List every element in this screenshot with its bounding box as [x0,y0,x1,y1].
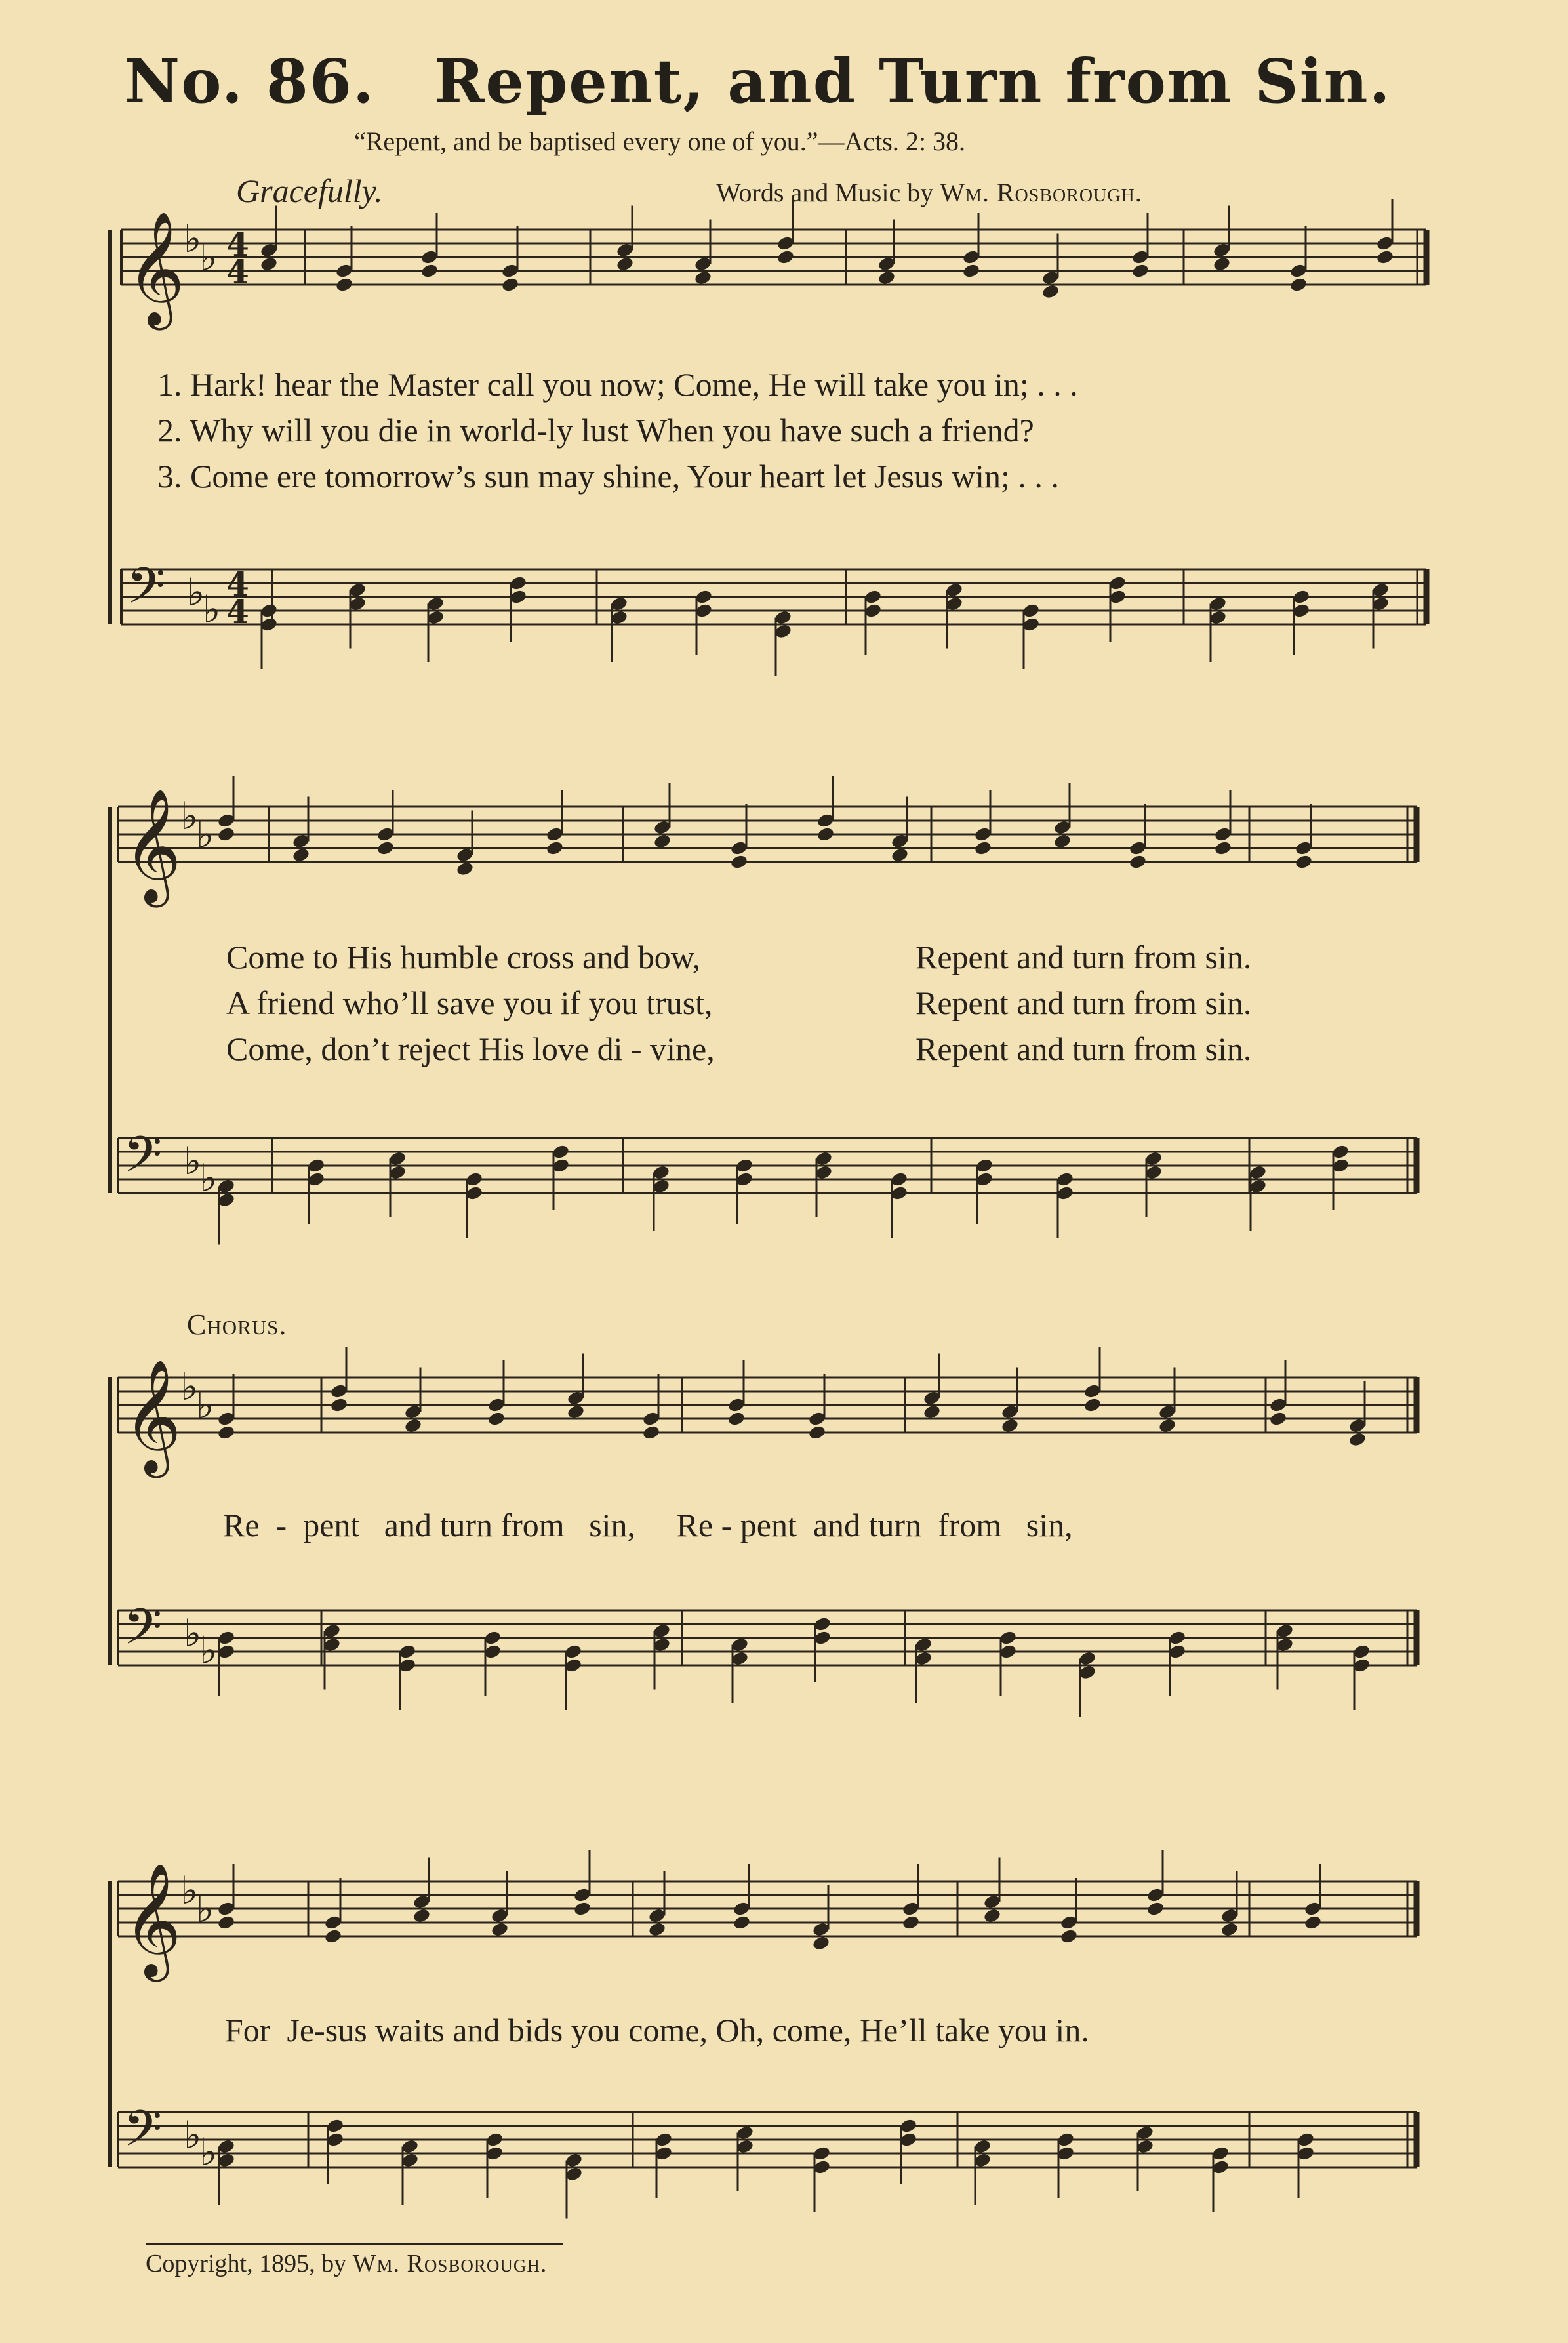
note-head [376,840,395,857]
time-signature-digit: 4 [226,565,249,603]
flat-sign-icon: ♭ [184,1611,202,1656]
note-head [487,1411,506,1427]
note-head [1131,263,1150,279]
flat-sign-icon: ♭ [199,235,218,279]
flat-sign-icon: ♭ [199,1628,218,1673]
time-signature-digit: 4 [226,592,249,631]
flat-sign-icon: ♭ [196,1383,214,1427]
flat-sign-icon: ♭ [180,1364,199,1409]
verse-3-line-b: Come, don’t reject His love di - vine, [226,1030,715,1067]
bass-clef-icon: 𝄢 [127,557,166,627]
note-head [808,1425,827,1441]
note-head [491,1921,510,1938]
verse-2-refrain: Repent and turn from sin. [915,985,1252,1021]
verse-1-line-b: Come to His humble cross and bow, [226,939,701,975]
note-head [546,840,565,857]
note-head [648,1921,667,1938]
chorus-label: Chorus. [187,1309,287,1341]
note-head [1129,854,1148,870]
verse-1-line-a: 1. Hark! hear the Master call you now; Come, He will take you in; . . . [157,366,1078,403]
note-head [217,826,236,843]
flat-sign-icon: ♭ [184,2113,202,2157]
copyright-prefix: Copyright, 1895, by [146,2250,347,2277]
bass-clef-icon: 𝄢 [123,1598,163,1668]
note-head [1146,1901,1165,1917]
note-head [974,840,993,857]
verse-2-line-a: 2. Why will you die in world-ly lust When you have such a friend? [157,412,1034,449]
note-head [501,277,520,293]
note-head [573,1901,592,1917]
note-head [1001,1417,1020,1434]
note-head [217,1425,236,1441]
note-head [335,277,354,293]
note-head [877,270,896,286]
note-head [733,1915,752,1931]
note-head [412,1907,432,1924]
time-signature-digit: 4 [226,253,249,291]
treble-clef-icon: 𝄞 [127,211,185,325]
note-head [1269,1411,1288,1427]
note-head [292,847,311,863]
note-head [260,256,279,272]
note-head [1295,854,1314,870]
time-signature-digit: 4 [226,225,249,264]
flat-sign-icon: ♭ [180,1868,199,1913]
note-head [1158,1417,1177,1434]
note-head [727,1411,746,1427]
note-head [962,263,981,279]
note-head [1376,249,1395,266]
hymn-title: Repent, and Turn from Sin. [433,46,1392,117]
note-head [816,826,835,843]
copyright-author: Wm. Rosborough. [352,2250,548,2277]
note-head [902,1915,921,1931]
note-head [1060,1928,1079,1945]
note-head [1213,256,1232,272]
flat-sign-icon: ♭ [196,812,214,857]
note-head [1083,1397,1102,1414]
note-head [324,1928,343,1945]
note-head [923,1404,942,1420]
note-head [642,1425,661,1441]
note-head [456,861,475,877]
tempo-marking: Gracefully. [236,173,383,209]
flat-sign-icon: ♭ [199,1156,218,1200]
chorus-line-2: For Je-sus waits and bids you come, Oh, come, He’ll take you in. [225,2012,1089,2048]
flat-sign-icon: ♭ [196,1886,214,1931]
flat-sign-icon: ♭ [187,570,205,615]
chorus-line-1: Re - pent and turn from sin, Re - pent and turn from sin, [223,1507,1073,1543]
verse-3-line-a: 3. Come ere tomorrow’s sun may shine, Your heart let Jesus win; . . . [157,458,1059,495]
note-head [567,1404,586,1420]
note-head [404,1417,423,1434]
flat-sign-icon: ♭ [184,216,202,261]
note-head [1220,1921,1239,1938]
treble-clef-icon: 𝄞 [123,788,182,903]
credit-author: Wm. Rosborough. [940,178,1142,207]
bass-clef-icon: 𝄢 [123,1126,163,1196]
note-head [1214,840,1233,857]
verse-3-refrain: Repent and turn from sin. [915,1030,1252,1067]
note-head [653,833,672,849]
note-head [812,1935,831,1951]
verse-2-line-b: A friend who’ll save you if you trust, [226,985,713,1021]
note-head [330,1397,349,1414]
note-head [983,1907,1002,1924]
credit-prefix: Words and Music by [716,178,934,207]
note-head [1348,1431,1367,1448]
note-head [1053,833,1072,849]
copyright-notice [146,2243,563,2278]
hymn-number: No. 86. [125,46,375,117]
flat-sign-icon: ♭ [180,794,199,838]
note-head [891,847,910,863]
bass-clef-icon: 𝄢 [123,2100,163,2170]
treble-clef-icon: 𝄞 [123,1863,182,1977]
note-head [217,1915,236,1931]
verse-1-refrain: Repent and turn from sin. [915,939,1252,975]
note-head [730,854,749,870]
flat-sign-icon: ♭ [203,587,221,632]
flat-sign-icon: ♭ [184,1139,202,1183]
note-head [776,249,795,266]
note-head [1304,1915,1323,1931]
note-head [420,263,439,279]
treble-clef-icon: 𝄞 [123,1359,182,1473]
note-head [1041,283,1060,300]
note-head [1289,277,1308,293]
flat-sign-icon: ♭ [199,2130,218,2174]
note-head [616,256,635,272]
note-head [694,270,713,286]
scripture-epigraph: “Repent, and be baptised every one of you.”—Acts. 2: 38. [354,127,965,156]
